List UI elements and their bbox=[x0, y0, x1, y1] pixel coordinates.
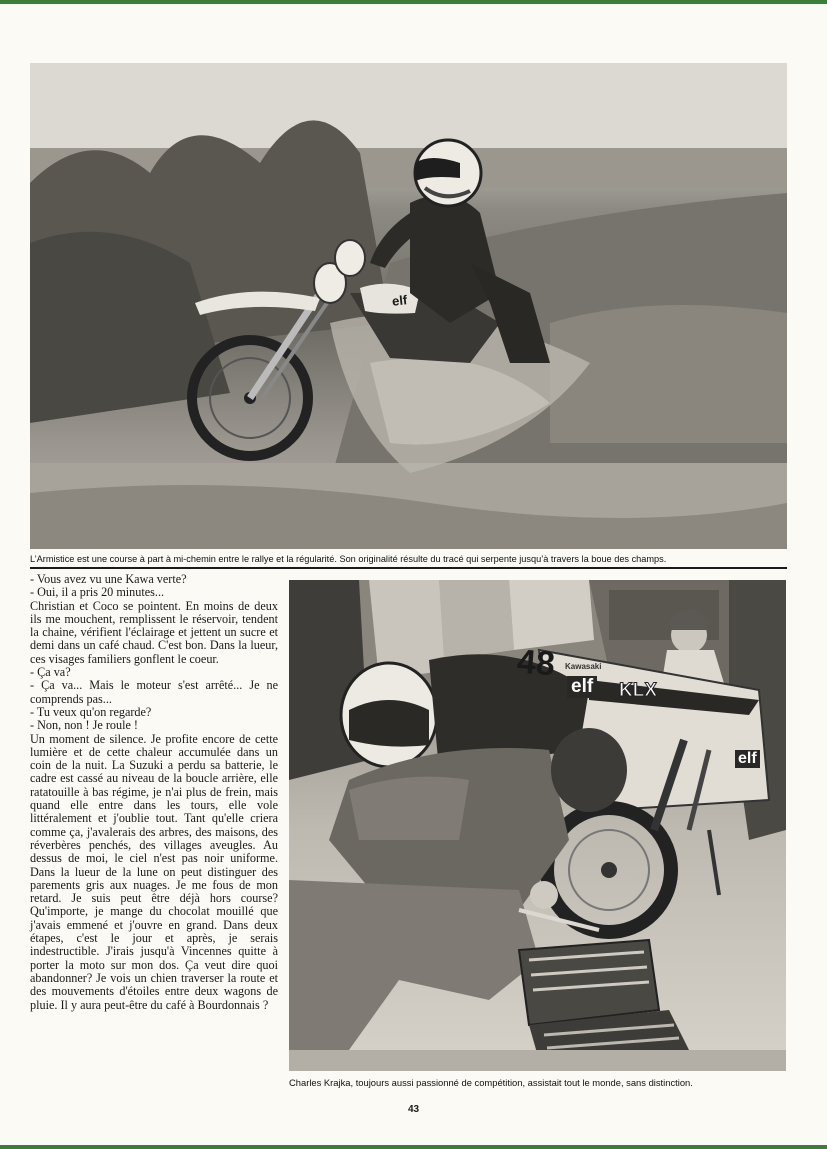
number-plate: 48 bbox=[515, 642, 557, 684]
bike-sticker-elf: elf bbox=[391, 292, 408, 309]
tank-sticker-elf: elf bbox=[735, 750, 760, 768]
article-paragraph: Christian et Coco se pointent. En moins de deux ils me mouchent, remplissent le réservoir, tendent la chaine, vérifient l'éclairage et jettent un sucre et demi dans un café chaud. C'est bon. Dans la lueur, ces visages familiers gonflent le coeur. bbox=[30, 598, 278, 666]
article-paragraph: - Tu veux qu'on regarde? bbox=[30, 704, 152, 719]
article-paragraph: Un moment de silence. Je profite encore de cette lumière et de cette chaleur accumulée dans un coin de la nuit. La Suzuki a perdu sa batterie, le cadre est cassé au niveau de la boucle arrière, elle ratatouille à bas régime, je n'ai plus de frein, mais quand elle entre dans les tours, elle vole littéralement et j'oublie tout. Tant qu'elle criera comme ça, j'avalerais des arbres, des maisons, des réverbères penchés, des villages aveugles. Au dessus de moi, le ciel n'est pas noir uniforme. Dans la lueur de la lune on peut distinguer des parements gris aux nuages. Je me fous de mon retard. Je suis peut être déjà hors course? Qu'importe, je mange du chocolat mouillé que j'avais emmené et j'ouvre en grand. Dans deux étapes, c'est le jour et après, je serais indestructible. J'irais jusqu'à Vincennes quitte à porter la moto sur mon dos. Ça veut dire quoi abandonner? Je vois un chien traverser la route et des mouvements d'étoiles entre deux wagons de pluie. Il y aura peut-être du café à Bourdonnais ? bbox=[30, 731, 278, 1012]
article-paragraph: - Ça va? bbox=[30, 665, 71, 680]
caption-bottom-photo: Charles Krajka, toujours aussi passionné de compétition, assistait tout le monde, sans distinction. bbox=[289, 1077, 693, 1088]
caption-divider bbox=[30, 567, 787, 569]
article-paragraph: - Vous avez vu une Kawa verte? bbox=[30, 572, 187, 586]
top-accent-rule bbox=[0, 0, 827, 4]
photo-mechanic-repair bbox=[289, 580, 786, 1071]
brand-sticker-elf: elf bbox=[567, 676, 597, 698]
bottom-accent-rule bbox=[0, 1145, 827, 1149]
article-text-column bbox=[30, 573, 278, 1093]
caption-top-photo: L’Armistice est une course à part à mi-chemin entre le rallye et la régularité. Son originalité résulte du tracé qui serpente jusqu’à travers la boue des champs. bbox=[30, 554, 667, 564]
model-sticker-klx: KLX bbox=[619, 680, 657, 701]
photo-motocross-rider bbox=[30, 63, 787, 549]
photo-motocross-illustration bbox=[30, 63, 787, 549]
article-paragraph: - Ça va... Mais le moteur s'est arrêté... Je ne comprends pas... bbox=[30, 678, 278, 706]
fender-label: Kawasaki bbox=[565, 662, 602, 671]
article-paragraph: - Non, non ! Je roule ! bbox=[30, 718, 138, 733]
article-paragraph: - Oui, il a pris 20 minutes... bbox=[30, 585, 165, 600]
page-number: 43 bbox=[407, 1104, 420, 1115]
